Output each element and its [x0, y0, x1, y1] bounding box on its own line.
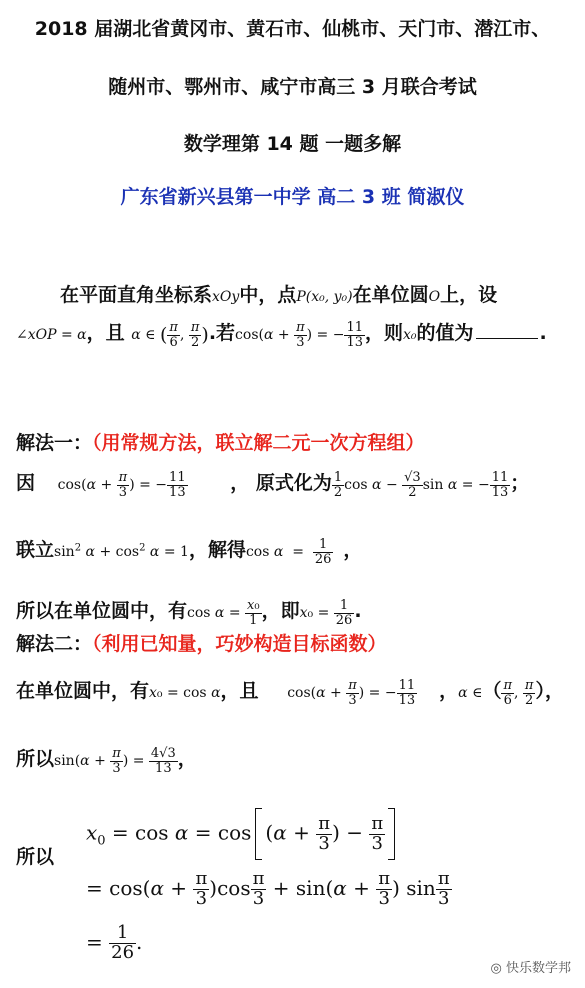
math-given-cos: cos(α + $\frac{\pi}{3}$ ) = − $\frac{11}{13}$ — [287, 677, 416, 708]
text: 的值为 — [416, 322, 474, 344]
math-xoy: xOy — [212, 289, 240, 305]
text: ，且 — [220, 680, 259, 702]
answer-blank — [476, 322, 538, 339]
author-line: 广东省新兴县第一中学 高二 3 班 简淑仪 — [120, 186, 465, 208]
math-sin-value: sin(α + $\frac{\pi}{3}$ ) = $\frac{4√3}{13}$ — [54, 745, 176, 776]
math-alpha-range: α ∈ — [458, 685, 483, 701]
text: （ — [482, 680, 502, 702]
math-given-cos: cos(α + $\frac{\pi}{3}$ ) = − $\frac{11}{13}$ — [57, 469, 186, 500]
math-identity: $\sin^2 \alpha + \cos^2 \alpha = 1$ — [54, 542, 189, 560]
text: ，解得 — [188, 539, 246, 561]
math-angle: ∠xOP = α — [16, 327, 87, 343]
method1-line-1 — [16, 468, 529, 499]
method1-label: 解法一： — [16, 432, 93, 454]
method2-line-2 — [16, 744, 197, 775]
title-line-1: 2018 届湖北省黄冈市、黄石市、仙桃市、天门市、潜江市、 — [34, 18, 551, 40]
text: ，且 — [86, 322, 125, 344]
math-alpha-range: α ∈ ( $\frac{\pi}{6}$ , $\frac{\pi}{2}$ ) — [131, 319, 209, 350]
watermark-text: 快乐数学邦 — [505, 961, 571, 976]
text: 所以 — [16, 846, 55, 868]
problem-line-2 — [16, 318, 547, 349]
math-x0-value: x₀ = $\frac{1}{26}$ — [299, 597, 353, 628]
method1-line-2 — [16, 535, 362, 566]
wechat-icon: ◎ — [490, 961, 506, 976]
math-cos-x0: cos α = $\frac{\text{x₀}}{1}$ — [187, 597, 260, 628]
method2-line-3 — [16, 842, 54, 869]
text: 在单位圆中，有 — [16, 680, 150, 702]
text: 因 — [16, 472, 36, 494]
text: 所以 — [16, 748, 55, 770]
text: 在平面直角坐标系 — [60, 284, 213, 306]
text: ； — [510, 472, 530, 494]
method2-label: 解法二： — [16, 633, 93, 655]
method2-line-1 — [16, 676, 564, 707]
text: ， — [343, 539, 363, 561]
math-expanded: $\frac{1}{2}$ cos α − $\frac{√3}{2}$ sin α = − $\frac{11}{13}$ — [333, 469, 509, 500]
text: . — [539, 322, 547, 344]
method1-line-3 — [16, 596, 362, 627]
math-range: $\frac{\pi}{6}$ , $\frac{\pi}{2}$ — [503, 677, 534, 708]
text: 在单位圆 — [352, 284, 429, 306]
math-circle: O — [428, 289, 441, 305]
text: 联立 — [16, 539, 55, 561]
text: ， 原式化为 — [230, 472, 332, 494]
math-point: P(x₀, y₀) — [296, 289, 353, 305]
text: . — [354, 600, 362, 622]
watermark — [491, 957, 572, 976]
text: 所以在单位圆中，有 — [16, 600, 188, 622]
solution-eq-2: = cos(α + $\frac{\pi}{3}$ )cos $\frac{\pi}{3}$ + sin(α + $\frac{\pi}{3}$ ) sin $\frac{\pi}{3}$ — [86, 868, 450, 909]
text: ，即 — [261, 600, 300, 622]
method2-note: （利用已知量，巧妙构造目标函数） — [92, 633, 387, 655]
method1-heading — [16, 428, 425, 455]
math-given-cos: cos(α + $\frac{\pi}{3}$ ) = − $\frac{11}{13}$ — [235, 319, 363, 350]
math-x0: x₀ — [403, 327, 417, 343]
text: .若 — [208, 322, 236, 344]
title-line-2: 随州市、鄂州市、咸宁市高三 3 月联合考试 — [108, 76, 477, 98]
text: 中，点 — [239, 284, 297, 306]
title-line-3: 数学理第 14 题 一题多解 — [183, 133, 402, 155]
text: ）， — [535, 680, 564, 702]
method2-heading — [16, 629, 387, 656]
solution-eq-3: = $\frac{1}{26}$ . — [86, 922, 143, 963]
text: ， — [177, 748, 197, 770]
text: ， — [439, 680, 459, 702]
method1-note: （用常规方法，联立解二元一次方程组） — [92, 432, 425, 454]
math-x0-cos: x₀ = cos α — [149, 685, 221, 701]
solution-eq-1: $x_0 = \cos \alpha = \cos (\alpha$ + $\frac{\pi}{3}$ ) − $\frac{\pi}{3}$ — [86, 808, 395, 860]
text: 上，设 — [440, 284, 498, 306]
math-cos-value: cos α = $\frac{1}{26}$ — [245, 536, 332, 567]
problem-line-1 — [60, 280, 497, 307]
text: ，则 — [365, 322, 404, 344]
